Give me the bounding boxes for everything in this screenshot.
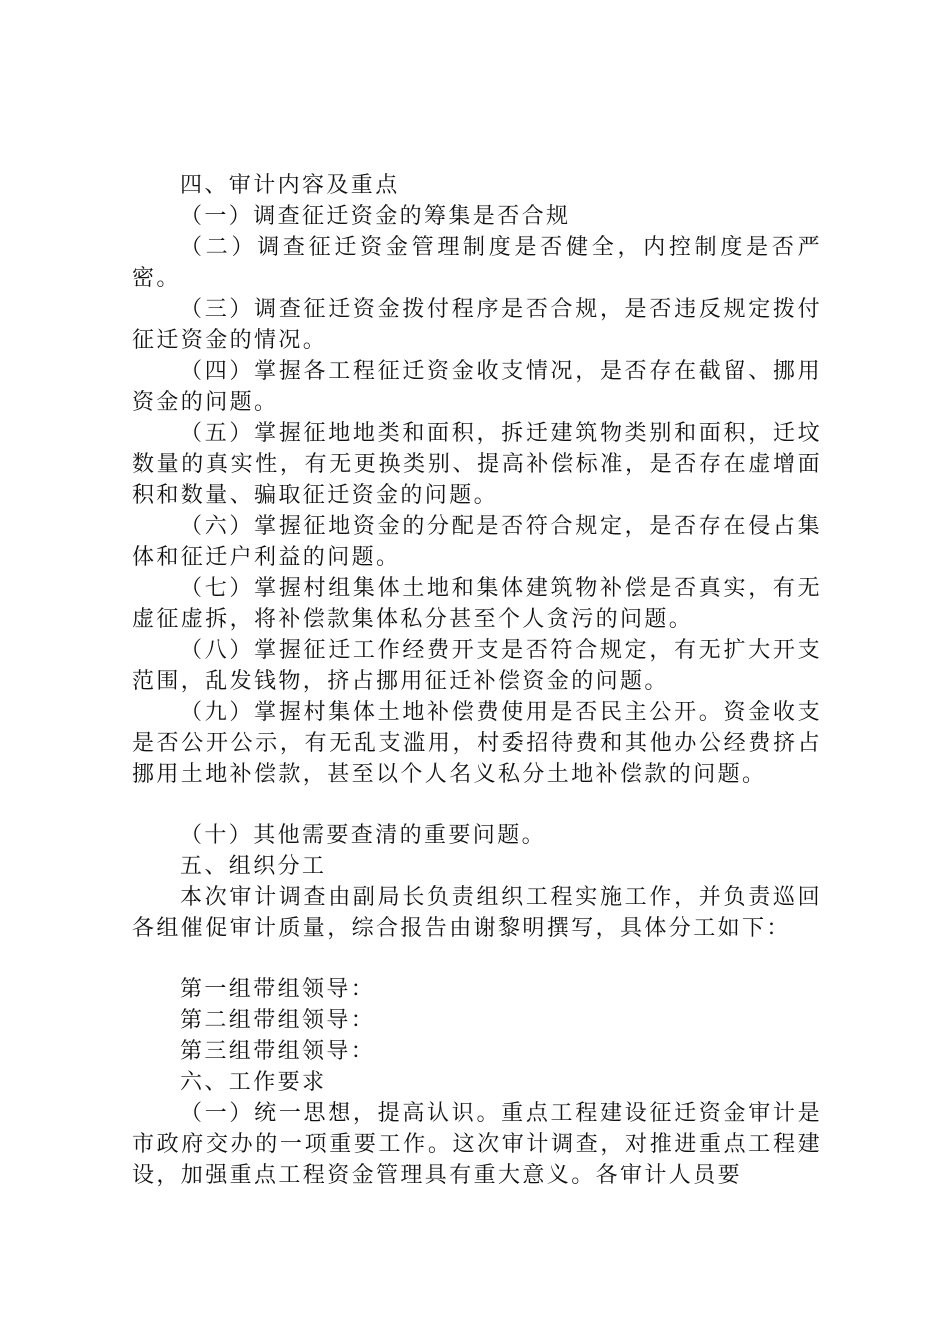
section-heading-5: 五、组织分工: [180, 854, 327, 879]
section-heading-4: 四、审计内容及重点: [180, 173, 400, 198]
paragraph-item-7: （七）掌握村组集体土地和集体建筑物补偿是否真实，有无虚征虚拆，将补偿款集体私分甚至个人贪污的问题。: [132, 576, 822, 632]
paragraph-spacer: [132, 790, 822, 820]
paragraph-item-4: （四）掌握各工程征迁资金收支情况，是否存在截留、挪用资金的问题。: [132, 359, 822, 415]
section-heading-6: 六、工作要求: [180, 1070, 327, 1095]
paragraph-item-3: （三）调查征迁资金拨付程序是否合规，是否违反规定拨付征迁资金的情况。: [132, 297, 822, 353]
paragraph-item-9: （九）掌握村集体土地补偿费使用是否民主公开。资金收支是否公开公示，有无乱支滥用，村委招待费和其他办公经费挤占挪用土地补偿款，甚至以个人名义私分土地补偿款的问题。: [132, 700, 822, 787]
group-1-leader: 第一组带组领导：: [180, 977, 376, 1002]
group-3-leader: 第三组带组领导：: [180, 1039, 376, 1064]
paragraph-item-8: （八）掌握征迁工作经费开支是否符合规定，有无扩大开支范围，乱发钱物，挤占挪用征迁补偿资金的问题。: [132, 638, 822, 694]
paragraph-item-1: （一）调查征迁资金的筹集是否合规: [180, 204, 571, 229]
paragraph-item-6: （六）掌握征地资金的分配是否符合规定，是否存在侵占集体和征迁户利益的问题。: [132, 514, 822, 570]
paragraph-item-5: （五）掌握征地地类和面积，拆迁建筑物类别和面积，迁坟数量的真实性，有无更换类别、提高补偿标准，是否存在虚增面积和数量、骗取征迁资金的问题。: [132, 421, 822, 508]
document-body: [132, 170, 822, 1191]
paragraph-item-2: （二）调查征迁资金管理制度是否健全，内控制度是否严密。: [132, 235, 822, 291]
paragraph-division-intro: 本次审计调查由副局长负责组织工程实施工作，并负责巡回各组催促审计质量，综合报告由谢黎明撰写，具体分工如下：: [132, 885, 822, 941]
paragraph-item-10: （十）其他需要查清的重要问题。: [180, 823, 547, 848]
group-2-leader: 第二组带组领导：: [180, 1008, 376, 1033]
paragraph-spacer: [132, 944, 822, 974]
paragraph-requirement-1: （一）统一思想，提高认识。重点工程建设征迁资金审计是市政府交办的一项重要工作。这次审计调查，对推进重点工程建设，加强重点工程资金管理具有重大意义。各审计人员要: [132, 1101, 822, 1188]
